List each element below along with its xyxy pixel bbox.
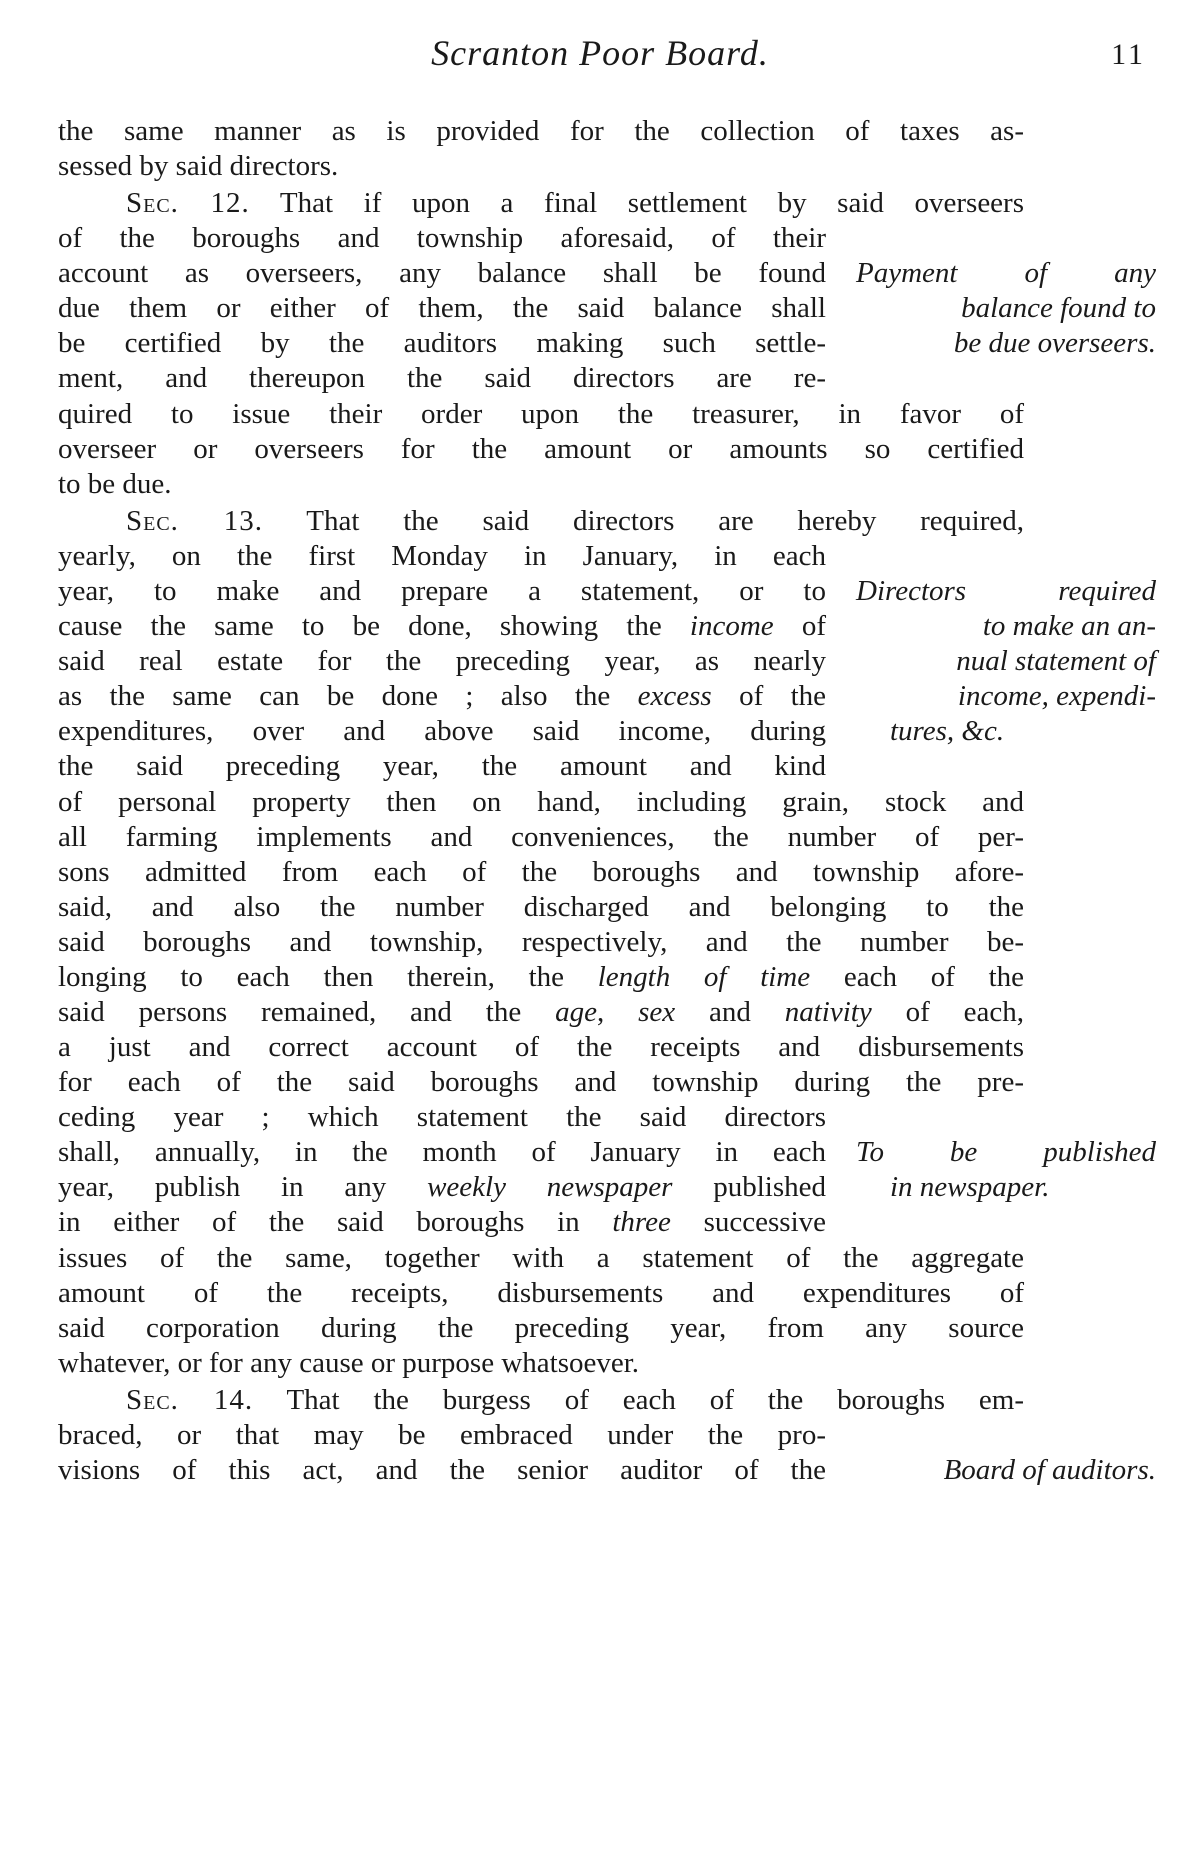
text-line: of the boroughs and township aforesaid, of their xyxy=(58,222,826,254)
emphasis-sex: sex xyxy=(638,996,676,1028)
text-line: said boroughs and township, respectively, and the number be- xyxy=(58,926,1024,958)
text-fragment: said persons remained, and the xyxy=(58,996,556,1028)
margin-note-directors: nual statement of xyxy=(956,645,1156,677)
emphasis-three: three xyxy=(612,1206,671,1238)
margin-note-payment: Payment of any xyxy=(856,257,1156,289)
page-number: 11 xyxy=(1111,38,1146,71)
text-line: said corporation during the preceding year, from any source xyxy=(58,1312,1024,1344)
text-line: shall, annually, in the month of January in each xyxy=(58,1136,826,1168)
margin-note-auditors: Board of auditors. xyxy=(943,1454,1156,1486)
margin-note-directors: tures, &c. xyxy=(890,715,1005,747)
section-marker-14: Sec. 14. xyxy=(126,1384,254,1416)
text-line: sessed by said directors. xyxy=(58,150,339,182)
margin-note-published: in newspaper. xyxy=(890,1171,1050,1203)
section-marker-12: Sec. 12. xyxy=(126,187,250,219)
emphasis-income: income xyxy=(689,610,774,642)
text-fragment: successive xyxy=(703,1206,827,1238)
text-line: That if upon a final settlement by said overseers xyxy=(279,187,1025,219)
margin-note-directors: to make an an- xyxy=(982,610,1156,642)
text-line: for each of the said boroughs and township during the pre- xyxy=(58,1066,1024,1098)
text-line: issues of the same, together with a statement of the aggregate xyxy=(58,1242,1024,1274)
emphasis-age: age xyxy=(555,996,597,1028)
text-line: sons admitted from each of the boroughs and township afore- xyxy=(58,856,1024,888)
margin-note-directors: income, expendi- xyxy=(957,680,1156,712)
text-line: year, to make and prepare a statement, or to xyxy=(58,575,826,607)
text-line: That the burgess of each of the boroughs em- xyxy=(286,1384,1024,1416)
text-line: be certified by the auditors making such settle- xyxy=(58,327,826,359)
text-line: quired to issue their order upon the treasurer, in favor of xyxy=(58,398,1024,430)
text-fragment: published xyxy=(713,1171,827,1203)
text-line: the said preceding year, the amount and kind xyxy=(58,750,826,782)
text-fragment: cause the same to be done, showing the xyxy=(58,610,690,642)
text-fragment: , xyxy=(596,996,639,1028)
text-line: all farming implements and conveniences, the number of per- xyxy=(58,821,1024,853)
text-fragment: of xyxy=(801,610,826,642)
text-line: ceding year ; which statement the said directors xyxy=(58,1101,826,1133)
page-header xyxy=(0,32,1200,82)
text-line: account as overseers, any balance shall be found xyxy=(58,257,826,289)
text-line: braced, or that may be embraced under the pro- xyxy=(58,1419,826,1451)
text-line: a just and correct account of the receipts and disbursements xyxy=(58,1031,1024,1063)
emphasis-length-of-time: length of time xyxy=(597,961,811,993)
text-fragment: as the same can be done ; also the xyxy=(58,680,638,712)
text-line: said, and also the number discharged and belonging to the xyxy=(58,891,1024,923)
text-fragment: of the xyxy=(739,680,827,712)
text-fragment: and xyxy=(675,996,785,1028)
text-fragment: in either of the said boroughs in xyxy=(58,1206,613,1238)
running-head: Scranton Poor Board. xyxy=(431,33,769,73)
margin-note-directors: Directors required xyxy=(856,575,1156,607)
text-line: due them or either of them, the said balance shall xyxy=(58,292,826,324)
text-line: yearly, on the first Monday in January, in each xyxy=(58,540,826,572)
text-line: That the said directors are hereby required, xyxy=(306,505,1024,537)
text-line: expenditures, over and above said income, during xyxy=(58,715,826,747)
text-line: overseer or overseers for the amount or amounts so certified xyxy=(58,433,1024,465)
text-line: the same manner as is provided for the collection of taxes as- xyxy=(58,115,1024,147)
text-fragment: year, publish in any xyxy=(58,1171,428,1203)
emphasis-weekly-newspaper: weekly newspaper xyxy=(427,1171,673,1203)
text-line: whatever, or for any cause or purpose whatsoever. xyxy=(58,1347,640,1379)
text-fragment: longing to each then therein, the xyxy=(58,961,598,993)
margin-note-payment: be due overseers. xyxy=(953,327,1156,359)
text-line: visions of this act, and the senior auditor of the xyxy=(58,1454,826,1486)
text-line: said real estate for the preceding year, as nearly xyxy=(58,645,826,677)
margin-note-published: To be published xyxy=(856,1136,1156,1168)
emphasis-nativity: nativity xyxy=(784,996,872,1028)
text-fragment: of each, xyxy=(905,996,1025,1028)
text-line: ment, and thereupon the said directors are re- xyxy=(58,362,826,394)
text-line: amount of the receipts, disbursements and expenditures of xyxy=(58,1277,1024,1309)
text-line: of personal property then on hand, including grain, stock and xyxy=(58,786,1024,818)
margin-note-payment: balance found to xyxy=(961,292,1156,324)
text-line: to be due. xyxy=(58,468,172,500)
section-marker-13: Sec. 13. xyxy=(126,505,263,537)
emphasis-excess: excess xyxy=(637,680,712,712)
text-fragment: each of the xyxy=(843,961,1024,993)
